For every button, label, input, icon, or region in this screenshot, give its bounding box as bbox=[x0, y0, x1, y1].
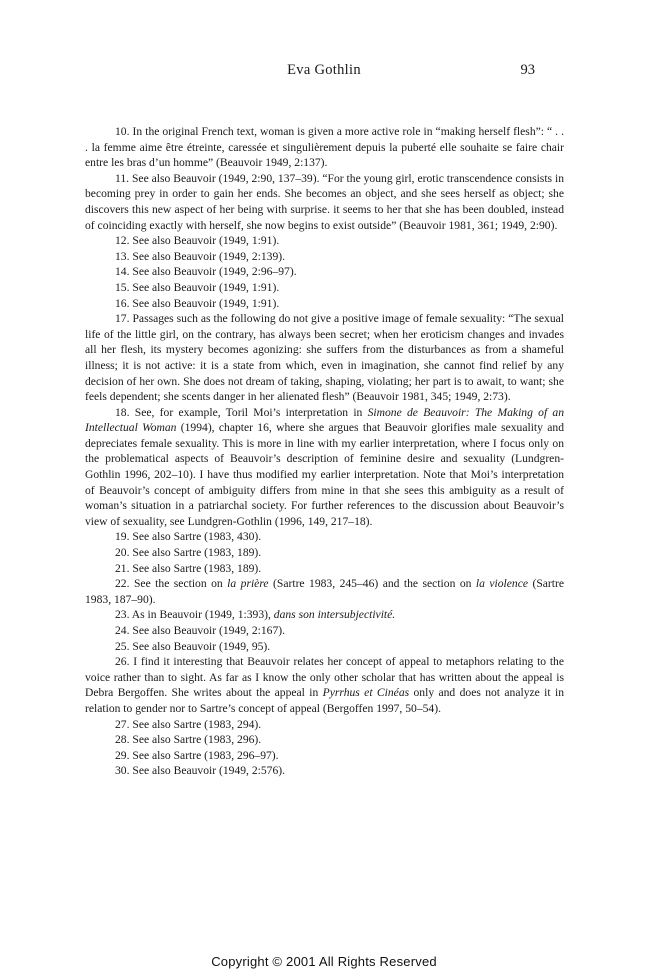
endnote-number: 16. bbox=[115, 296, 133, 310]
endnote bbox=[85, 717, 564, 733]
endnote-text: See also Beauvoir (1949, 2:90, 137–39). “For the young girl, erotic transcendence consists in becoming prey in order to gain her ends. She becomes an object, and she sees herself as object; she discovers this new aspect of her being with surprise. it seems to her that she has been doubled, instead of coinciding exactly with herself, she now begins to exist outside” (Beauvoir 1981, 361; 1949, 2:90). bbox=[85, 171, 564, 232]
endnote-text: (Sartre 1983, 187–90). bbox=[85, 577, 565, 606]
endnote-number: 10. bbox=[115, 125, 133, 138]
endnote-text: See also Sartre (1983, 430). bbox=[132, 530, 262, 544]
endnote bbox=[85, 249, 564, 265]
endnote-number: 23. bbox=[115, 608, 132, 622]
endnote-number: 25. bbox=[115, 639, 133, 653]
endnote-text: See also Beauvoir (1949, 1:91). bbox=[132, 234, 280, 248]
endnote bbox=[85, 171, 564, 233]
endnote bbox=[85, 748, 564, 764]
endnote bbox=[85, 607, 564, 623]
running-head: Eva Gothlin bbox=[287, 62, 361, 78]
endnote-number: 27. bbox=[115, 717, 133, 731]
endnote-text: See the section on bbox=[133, 577, 228, 591]
endnote-number: 26. bbox=[115, 655, 134, 669]
endnote-text: See also Beauvoir (1949, 2:576). bbox=[132, 764, 286, 778]
endnote-title: la prière bbox=[227, 577, 269, 591]
endnote bbox=[85, 124, 564, 171]
endnote bbox=[85, 311, 564, 405]
endnote-number: 12. bbox=[115, 234, 133, 248]
endnote-text: I find it interesting that Beauvoir relates her concept of appeal to metaphors relating to the voice rather than to sight. As far as I know the only other scholar that has written about the appeal is Debra Bergoffen. She writes about the appeal in bbox=[85, 655, 564, 700]
endnote bbox=[85, 264, 564, 280]
endnote-text: See also Beauvoir (1949, 2:167). bbox=[132, 624, 286, 637]
endnote-number: 14. bbox=[115, 265, 133, 279]
endnote-text: (1994), chapter 16, where she argues that Beauvoir glorifies male sexuality and depreciates female sexuality. This is more in line with my earlier interpretation, where I focus only on the problematical aspects of Beauvoir’s description of feminine desire and sexuality (Lundgren-Gothlin 1996, 202–10). I have thus modified my earlier interpretation. Note that Moi’s interpretation of Beauvoir’s concept of ambiguity differs from mine in that she sees this ambiguity as a result of woman’s situation in a patriarchal society. For further references to the discussion about Beauvoir’s view of sexuality, see Lundgren-Gothlin (1996, 149, 217–18). bbox=[85, 421, 564, 528]
endnote bbox=[85, 405, 564, 530]
endnote bbox=[85, 639, 564, 655]
endnote bbox=[85, 763, 564, 779]
endnote-number: 21. bbox=[115, 561, 133, 575]
endnote bbox=[85, 732, 564, 748]
endnote bbox=[85, 561, 564, 577]
endnote-number: 19. bbox=[115, 530, 133, 544]
endnote-text: As in Beauvoir (1949, 1:393), bbox=[131, 608, 274, 622]
endnote-text: See also Sartre (1983, 294). bbox=[132, 717, 262, 731]
endnote bbox=[85, 545, 564, 561]
endnote-number: 15. bbox=[115, 280, 133, 294]
endnote-text: See also Beauvoir (1949, 1:91). bbox=[132, 280, 280, 294]
endnote bbox=[85, 623, 564, 639]
endnote-number: 13. bbox=[115, 249, 133, 263]
endnote-text: See, for example, Toril Moi’s interpretation in bbox=[134, 405, 368, 419]
endnote-number: 22. bbox=[115, 577, 134, 591]
endnote-number: 30. bbox=[115, 764, 133, 778]
endnote-number: 11. bbox=[115, 171, 132, 185]
endnote-number: 24. bbox=[115, 624, 133, 637]
endnote-text: See also Sartre (1983, 189). bbox=[132, 546, 262, 560]
endnote-title: Pyrrhus et Cinéas bbox=[322, 686, 410, 700]
endnote-number: 17. bbox=[115, 312, 133, 326]
endnote-text: (Sartre 1983, 245–46) and the section on bbox=[268, 577, 476, 591]
endnote-text: See also Beauvoir (1949, 95). bbox=[132, 639, 271, 653]
endnote-text: See also Sartre (1983, 296). bbox=[132, 733, 262, 747]
endnote-text: See also Sartre (1983, 189). bbox=[132, 561, 262, 575]
endnote-number: 20. bbox=[115, 546, 133, 560]
endnote-title: la violence bbox=[475, 577, 528, 591]
endnote bbox=[85, 576, 564, 607]
page-number: 93 bbox=[520, 62, 535, 78]
endnote bbox=[85, 280, 564, 296]
endnote bbox=[85, 233, 564, 249]
endnote-title: dans son intersubjectivité. bbox=[273, 608, 396, 622]
endnote-number: 18. bbox=[115, 405, 135, 419]
endnote bbox=[85, 529, 564, 545]
endnote-text: In the original French text, woman is given a more active role in “making herself flesh”: “ . . . la femme aime être étreinte, caressée et singulièrement depuis la puberté elle souhaite se faire chair entre les bras d’un homme” (Beauvoir 1949, 2:137). bbox=[85, 125, 565, 170]
endnote-text: Passages such as the following do not give a positive image of female sexuality: “The sexual life of the little girl, on the contrary, has always been secret; when her eroticism changes and invades all her flesh, its mystery becomes agonizing: she suffers from the disturbances as from a shameful illness; it is not active: it is a state from which, even in imagination, she cannot find relief by any decision of her own. She does not dream of taking, shaping, violating; her part is to await, to want; she feels dependent; she scents danger in her alienated flesh” (Beauvoir 1981, 345; 1949, 2:73). bbox=[85, 312, 564, 404]
copyright-footer: Copyright © 2001 All Rights Reserved bbox=[211, 954, 437, 969]
endnote bbox=[85, 296, 564, 312]
endnote-text: See also Beauvoir (1949, 1:91). bbox=[132, 296, 280, 310]
endnote-text: See also Beauvoir (1949, 2:139). bbox=[132, 249, 286, 263]
endnote-text: See also Sartre (1983, 296–97). bbox=[132, 748, 279, 762]
endnote-title: Simone de Beauvoir: The Making of an Intellectual Woman bbox=[85, 405, 565, 435]
endnotes bbox=[85, 124, 564, 779]
endnote-text: only and does not analyze it in relation to gender nor to Sartre’s concept of appeal (Bergoffen 1997, 50–54). bbox=[85, 686, 564, 715]
endnote-text: See also Beauvoir (1949, 2:96–97). bbox=[132, 265, 297, 279]
endnote-number: 29. bbox=[115, 748, 133, 762]
endnote-number: 28. bbox=[115, 733, 133, 747]
page-header bbox=[0, 62, 648, 82]
endnote bbox=[85, 654, 564, 716]
